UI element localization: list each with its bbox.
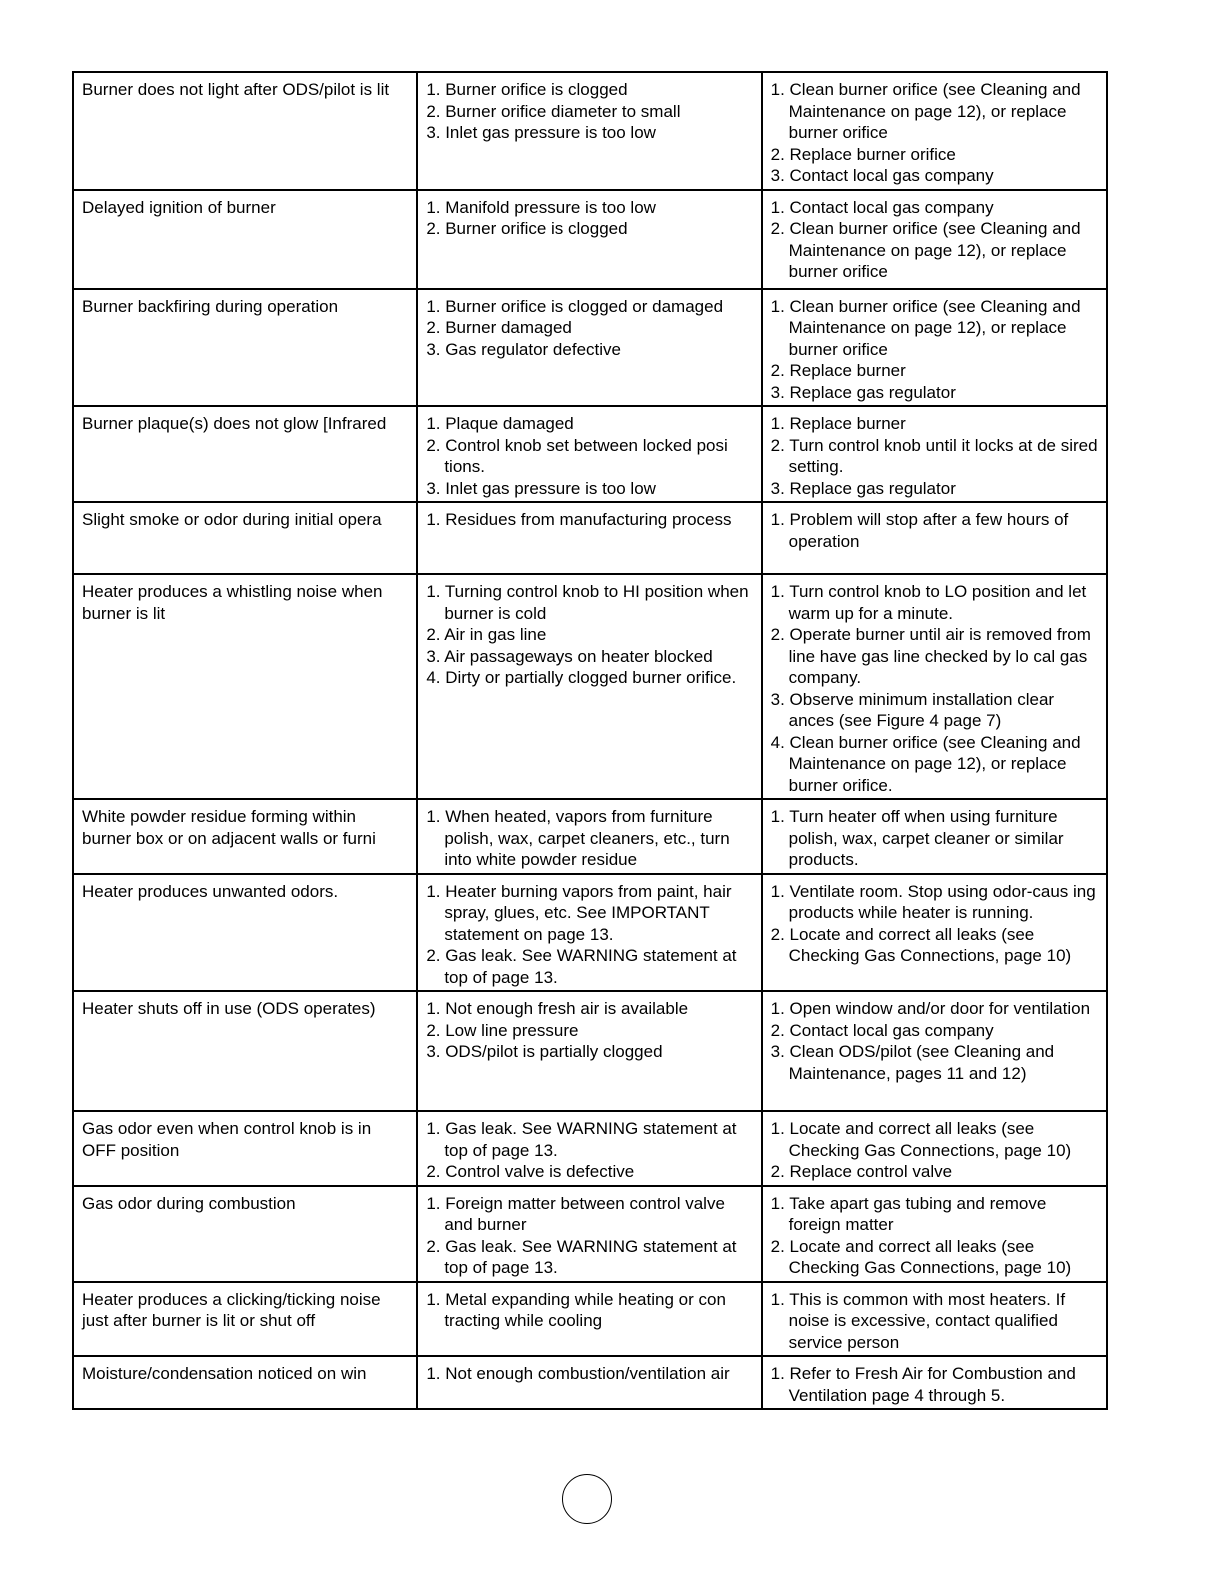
remedy-cell: [762, 574, 1107, 799]
cause-item: 1. Manifold pressure is too low: [426, 197, 656, 217]
remedy-item: 1. Refer to Fresh Air for Combustion and Ventilation page 4 through 5.: [770, 1364, 1076, 1405]
troubleshooting-table-body: [73, 72, 1107, 1409]
remedy-list: [771, 296, 1098, 404]
remedy-item: 2. Contact local gas company: [770, 1020, 994, 1040]
problem-text: Burner does not light after ODS/pilot is lit: [82, 80, 390, 99]
problem-text: White powder residue forming within burner box or on adjacent walls or furni: [82, 807, 376, 848]
cause-cell: [417, 72, 761, 190]
problem-cell: [73, 991, 417, 1111]
remedy-item: 1. This is common with most heaters. If noise is excessive, contact qualified service person: [770, 1289, 1066, 1352]
remedy-list: [771, 197, 1098, 283]
remedy-item: 1. Contact local gas company: [770, 197, 994, 217]
problem-text: Slight smoke or odor during initial opera: [82, 510, 382, 529]
remedy-item: 2. Turn control knob until it locks at de sired setting.: [770, 435, 1098, 476]
problem-text: Heater produces a clicking/ticking noise just after burner is lit or shut off: [82, 1289, 381, 1330]
remedy-item: 1. Problem will stop after a few hours of operation: [770, 510, 1069, 551]
remedy-item: 1. Clean burner orifice (see Cleaning and Maintenance on page 12), or replace burner orifice: [770, 296, 1081, 359]
remedy-cell: [762, 1282, 1107, 1357]
cause-list: [426, 1118, 752, 1183]
cause-item: 1. Residues from manufacturing process: [426, 510, 732, 529]
remedy-item: 2. Clean burner orifice (see Cleaning and Maintenance on page 12), or replace burner orifice: [770, 219, 1081, 281]
cause-cell: [417, 1356, 761, 1409]
problem-text: Gas odor even when control knob is in OFF position: [82, 1119, 372, 1160]
cause-item: 2. Burner orifice diameter to small: [426, 101, 681, 121]
page-number-circle: [562, 1474, 612, 1524]
cause-cell: [417, 406, 761, 502]
cause-item: 2. Control knob set between locked posi tions.: [426, 435, 728, 476]
problem-text: Heater produces unwanted odors.: [82, 881, 339, 901]
cause-item: 1. Burner orifice is clogged: [426, 80, 628, 99]
cause-cell: [417, 502, 761, 574]
problem-cell: [73, 1356, 417, 1409]
remedy-list: [771, 998, 1098, 1084]
cause-list: [426, 1363, 752, 1385]
remedy-cell: [762, 874, 1107, 992]
table-row: [73, 1356, 1107, 1409]
remedy-cell: [762, 289, 1107, 407]
table-row: [73, 1186, 1107, 1282]
cause-item: 2. Gas leak. See WARNING statement at top of page 13.: [426, 1236, 737, 1277]
problem-cell: [73, 1111, 417, 1186]
remedy-item: 1. Open window and/or door for ventilation: [770, 999, 1091, 1018]
cause-item: 1. Turning control knob to HI position when burner is cold: [426, 582, 749, 623]
remedy-list: [771, 1289, 1098, 1354]
remedy-cell: [762, 1356, 1107, 1409]
remedy-list: [771, 806, 1098, 871]
remedy-item: 3. Replace gas regulator: [770, 382, 956, 402]
remedy-item: 2. Locate and correct all leaks (see Checking Gas Connections, page 10): [770, 924, 1072, 965]
problem-cell: [73, 190, 417, 289]
remedy-list: [771, 1193, 1098, 1279]
problem-cell: [73, 874, 417, 992]
problem-text: Moisture/condensation noticed on win: [82, 1364, 367, 1383]
cause-list: [426, 197, 752, 240]
cause-list: [426, 79, 752, 144]
remedy-item: 2. Replace control valve: [770, 1162, 953, 1181]
cause-item: 1. Gas leak. See WARNING statement at top of page 13.: [426, 1119, 737, 1160]
remedy-list: [771, 1363, 1098, 1406]
table-row: [73, 190, 1107, 289]
table-row: [73, 874, 1107, 992]
remedy-item: 1. Turn control knob to LO position and let warm up for a minute.: [770, 582, 1087, 623]
cause-list: [426, 581, 752, 689]
cause-item: 2. Burner orifice is clogged: [426, 219, 628, 238]
remedy-cell: [762, 991, 1107, 1111]
cause-item: 1. When heated, vapors from furniture polish, wax, carpet cleaners, etc., turn into white powder residue: [426, 807, 730, 869]
cause-cell: [417, 574, 761, 799]
problem-cell: [73, 1186, 417, 1282]
table-row: [73, 799, 1107, 874]
remedy-list: [771, 881, 1098, 967]
remedy-item: 3. Contact local gas company: [770, 166, 994, 185]
cause-list: [426, 1193, 752, 1279]
remedy-item: 2. Locate and correct all leaks (see Checking Gas Connections, page 10): [770, 1236, 1072, 1277]
cause-item: 1. Not enough combustion/ventilation air: [426, 1364, 730, 1383]
table-row: [73, 289, 1107, 407]
cause-item: 2. Low line pressure: [426, 1020, 579, 1040]
cause-item: 2. Air in gas line: [426, 625, 547, 644]
table-row: [73, 574, 1107, 799]
remedy-item: 3. Replace gas regulator: [770, 478, 956, 498]
cause-list: [426, 509, 752, 531]
remedy-list: [771, 413, 1098, 499]
problem-text: Delayed ignition of burner: [82, 197, 276, 217]
cause-item: 3. Gas regulator defective: [426, 339, 621, 359]
remedy-list: [771, 1118, 1098, 1183]
remedy-item: 1. Replace burner: [770, 414, 906, 433]
cause-list: [426, 413, 752, 499]
cause-item: 3. ODS/pilot is partially clogged: [426, 1042, 663, 1061]
problem-text: Burner backfiring during operation: [82, 296, 339, 316]
cause-cell: [417, 1186, 761, 1282]
cause-cell: [417, 289, 761, 407]
remedy-item: 1. Ventilate room. Stop using odor-caus ing products while heater is running.: [770, 881, 1096, 922]
remedy-list: [771, 79, 1098, 187]
remedy-list: [771, 581, 1098, 796]
cause-item: 3. Inlet gas pressure is too low: [426, 123, 656, 142]
cause-cell: [417, 1111, 761, 1186]
table-row: [73, 406, 1107, 502]
cause-item: 1. Plaque damaged: [426, 414, 574, 433]
cause-list: [426, 296, 752, 361]
cause-item: 2. Gas leak. See WARNING statement at top of page 13.: [426, 946, 737, 987]
problem-text: Heater shuts off in use (ODS operates): [82, 999, 376, 1018]
remedy-cell: [762, 72, 1107, 190]
problem-cell: [73, 72, 417, 190]
problem-cell: [73, 406, 417, 502]
cause-cell: [417, 1282, 761, 1357]
cause-item: 2. Control valve is defective: [426, 1162, 635, 1181]
table-row: [73, 1282, 1107, 1357]
cause-item: 1. Heater burning vapors from paint, hair spray, glues, etc. See IMPORTANT statement on page 13.: [426, 881, 732, 944]
remedy-item: 2. Replace burner orifice: [770, 144, 956, 164]
cause-item: 2. Burner damaged: [426, 318, 572, 337]
remedy-item: 3. Clean ODS/pilot (see Cleaning and Maintenance, pages 11 and 12): [770, 1042, 1055, 1083]
problem-cell: [73, 574, 417, 799]
remedy-cell: [762, 1111, 1107, 1186]
remedy-item: 4. Clean burner orifice (see Cleaning and Maintenance on page 12), or replace burner orifice.: [770, 732, 1081, 795]
remedy-cell: [762, 799, 1107, 874]
cause-cell: [417, 874, 761, 992]
cause-item: 1. Not enough fresh air is available: [426, 999, 689, 1018]
remedy-item: 1. Turn heater off when using furniture polish, wax, carpet cleaner or similar products.: [770, 807, 1064, 869]
problem-text: Gas odor during combustion: [82, 1193, 296, 1213]
cause-item: 3. Air passageways on heater blocked: [426, 646, 713, 666]
table-row: [73, 1111, 1107, 1186]
cause-cell: [417, 799, 761, 874]
cause-list: [426, 881, 752, 989]
remedy-item: 2. Replace burner: [770, 361, 906, 380]
problem-cell: [73, 799, 417, 874]
remedy-cell: [762, 190, 1107, 289]
remedy-item: 1. Locate and correct all leaks (see Checking Gas Connections, page 10): [770, 1119, 1072, 1160]
table-row: [73, 72, 1107, 190]
remedy-item: 2. Operate burner until air is removed from line have gas line checked by lo cal gas company.: [770, 625, 1091, 687]
problem-cell: [73, 289, 417, 407]
cause-list: [426, 1289, 752, 1332]
cause-item: 3. Inlet gas pressure is too low: [426, 478, 656, 498]
problem-cell: [73, 1282, 417, 1357]
cause-item: 1. Metal expanding while heating or con tracting while cooling: [426, 1289, 726, 1330]
table-row: [73, 991, 1107, 1111]
remedy-cell: [762, 1186, 1107, 1282]
problem-cell: [73, 502, 417, 574]
table-row: [73, 502, 1107, 574]
remedy-item: 1. Clean burner orifice (see Cleaning and Maintenance on page 12), or replace burner orifice: [770, 80, 1081, 142]
remedy-cell: [762, 406, 1107, 502]
problem-text: Heater produces a whistling noise when burner is lit: [82, 582, 383, 623]
remedy-cell: [762, 502, 1107, 574]
cause-item: 1. Foreign matter between control valve and burner: [426, 1193, 725, 1234]
cause-list: [426, 998, 752, 1063]
remedy-item: 3. Observe minimum installation clear ances (see Figure 4 page 7): [770, 689, 1055, 730]
cause-item: 1. Burner orifice is clogged or damaged: [426, 296, 724, 316]
cause-item: 4. Dirty or partially clogged burner orifice.: [426, 668, 737, 687]
troubleshooting-table: [72, 71, 1108, 1410]
cause-cell: [417, 190, 761, 289]
cause-list: [426, 806, 752, 871]
remedy-item: 1. Take apart gas tubing and remove foreign matter: [770, 1193, 1047, 1234]
cause-cell: [417, 991, 761, 1111]
problem-text: Burner plaque(s) does not glow [Infrared: [82, 414, 387, 433]
remedy-list: [771, 509, 1098, 552]
